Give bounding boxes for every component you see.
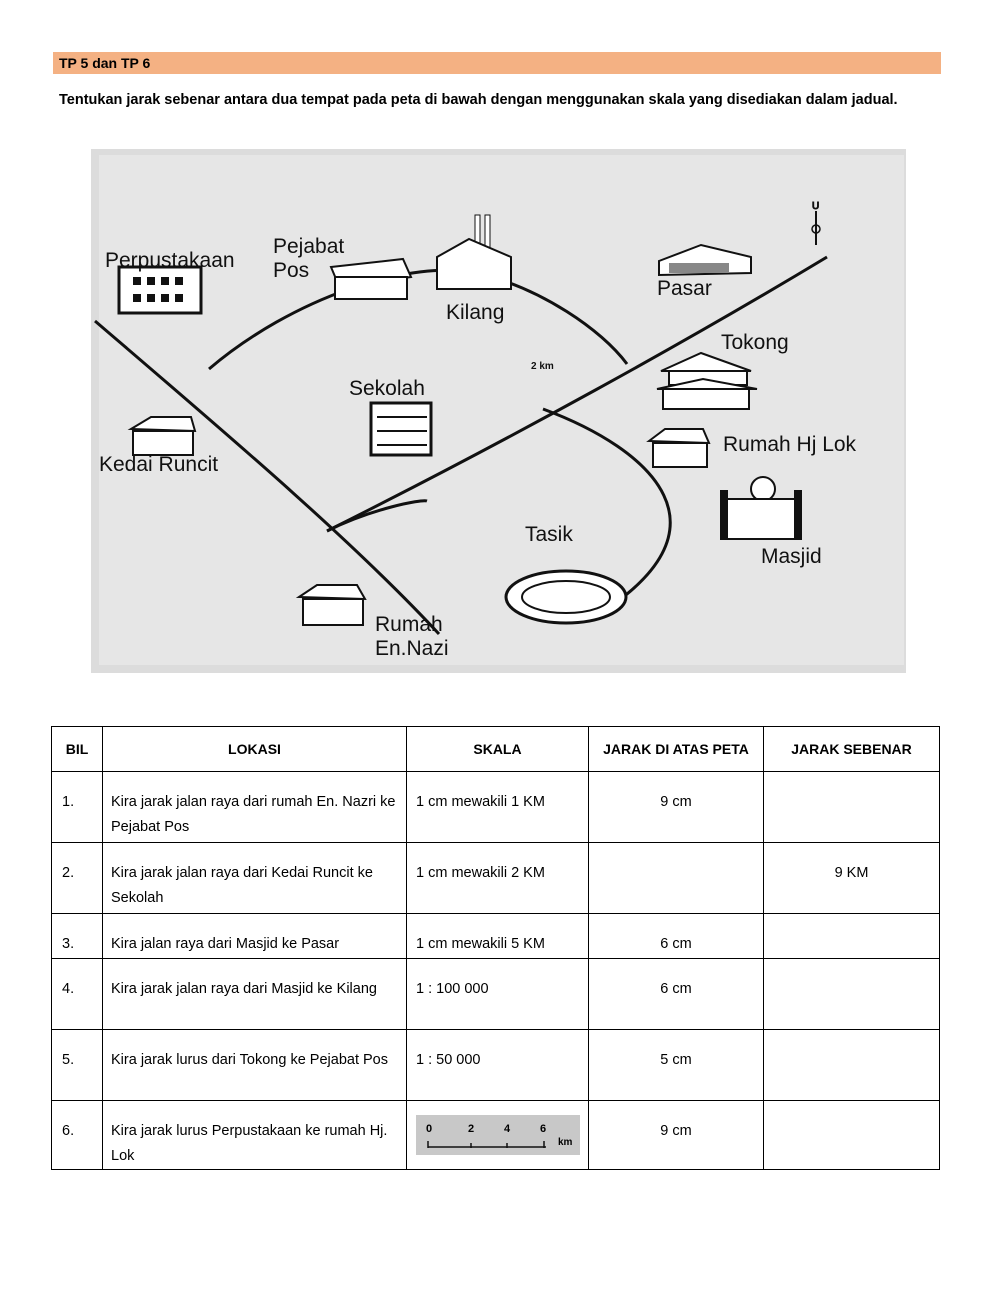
label-rumah-hj-lok: Rumah Hj Lok (723, 433, 857, 456)
answer-input[interactable] (764, 1101, 940, 1170)
table-row (52, 772, 940, 843)
header-jarak-sebenar: JARAK SEBENAR (764, 727, 940, 772)
cell-jarak-sebenar: 9 KM (764, 843, 940, 914)
cell-skala: 1 : 50 000 (407, 1030, 589, 1101)
cell-bil: 5. (52, 1030, 103, 1101)
label-en-nazi: En.Nazi (375, 637, 449, 660)
header-bil: BIL (52, 727, 103, 772)
cell-lokasi: Kira jarak lurus Perpustakaan ke rumah Hj. Lok (103, 1101, 407, 1170)
cell-bil: 6. (52, 1101, 103, 1170)
answer-input[interactable] (589, 843, 764, 914)
question-table (51, 726, 940, 1170)
cell-lokasi: Kira jarak jalan raya dari Kedai Runcit ke Sekolah (103, 843, 407, 914)
cell-skala (407, 1101, 589, 1170)
answer-input[interactable] (764, 914, 940, 959)
cell-skala: 1 cm mewakili 2 KM (407, 843, 589, 914)
cell-lokasi: Kira jarak lurus dari Tokong ke Pejabat Pos (103, 1030, 407, 1101)
table-row (52, 1101, 940, 1170)
map-image (91, 149, 906, 673)
header-skala: SKALA (407, 727, 589, 772)
cell-jarak-peta: 6 cm (589, 914, 764, 959)
table-row (52, 1030, 940, 1101)
svg-text:U: U (812, 201, 820, 212)
cell-skala: 1 : 100 000 (407, 959, 589, 1030)
answer-input[interactable] (764, 1030, 940, 1101)
post-office-icon (331, 259, 411, 299)
cell-bil: 3. (52, 914, 103, 959)
label-pos: Pos (273, 259, 310, 282)
lake-icon (506, 571, 626, 623)
cell-jarak-peta: 9 cm (589, 772, 764, 843)
shop-icon (131, 417, 195, 455)
scale-tick-6: 6 (540, 1123, 547, 1135)
label-kedai-runcit: Kedai Runcit (99, 453, 219, 476)
label-tasik: Tasik (525, 523, 573, 546)
label-tokong: Tokong (721, 331, 789, 354)
label-2km: 2 km (531, 361, 554, 372)
instruction-text: Tentukan jarak sebenar antara dua tempat pada peta di bawah dengan menggunakan skala yang disediakan dalam jadual. (59, 92, 898, 108)
label-sekolah: Sekolah (349, 377, 425, 400)
cell-bil: 1. (52, 772, 103, 843)
label-rumah: Rumah (375, 613, 443, 636)
cell-lokasi: Kira jarak jalan raya dari Masjid ke Kilang (103, 959, 407, 1030)
scale-tick-0: 0 (426, 1123, 433, 1135)
cell-lokasi: Kira jalan raya dari Masjid ke Pasar (103, 914, 407, 959)
label-pasar: Pasar (657, 277, 712, 300)
table-row (52, 843, 940, 914)
cell-bil: 2. (52, 843, 103, 914)
house-en-nazi-icon (299, 585, 365, 625)
scale-tick-2: 2 (468, 1123, 475, 1135)
library-icon (119, 267, 201, 313)
label-masjid: Masjid (761, 545, 822, 568)
table-row (52, 914, 940, 959)
cell-jarak-peta: 9 cm (589, 1101, 764, 1170)
cell-skala: 1 cm mewakili 5 KM (407, 914, 589, 959)
header-lokasi: LOKASI (103, 727, 407, 772)
school-icon (371, 403, 431, 455)
section-header: TP 5 dan TP 6 (53, 52, 941, 74)
answer-input[interactable] (764, 772, 940, 843)
label-kilang: Kilang (446, 301, 505, 324)
table-header-row (52, 727, 940, 772)
scale-bar-graphic (416, 1115, 580, 1155)
cell-bil: 4. (52, 959, 103, 1030)
house-hj-lok-icon (649, 429, 709, 467)
cell-lokasi: Kira jarak jalan raya dari rumah En. Nazri ke Pejabat Pos (103, 772, 407, 843)
cell-skala: 1 cm mewakili 1 KM (407, 772, 589, 843)
answer-input[interactable] (764, 959, 940, 1030)
header-jarak-peta: JARAK DI ATAS PETA (589, 727, 764, 772)
scale-unit: km (558, 1137, 573, 1148)
label-pejabat: Pejabat (273, 235, 345, 258)
cell-jarak-peta: 6 cm (589, 959, 764, 1030)
scale-tick-4: 4 (504, 1123, 511, 1135)
table-row (52, 959, 940, 1030)
label-perpustakaan: Perpustakaan (105, 249, 235, 272)
cell-jarak-peta: 5 cm (589, 1030, 764, 1101)
